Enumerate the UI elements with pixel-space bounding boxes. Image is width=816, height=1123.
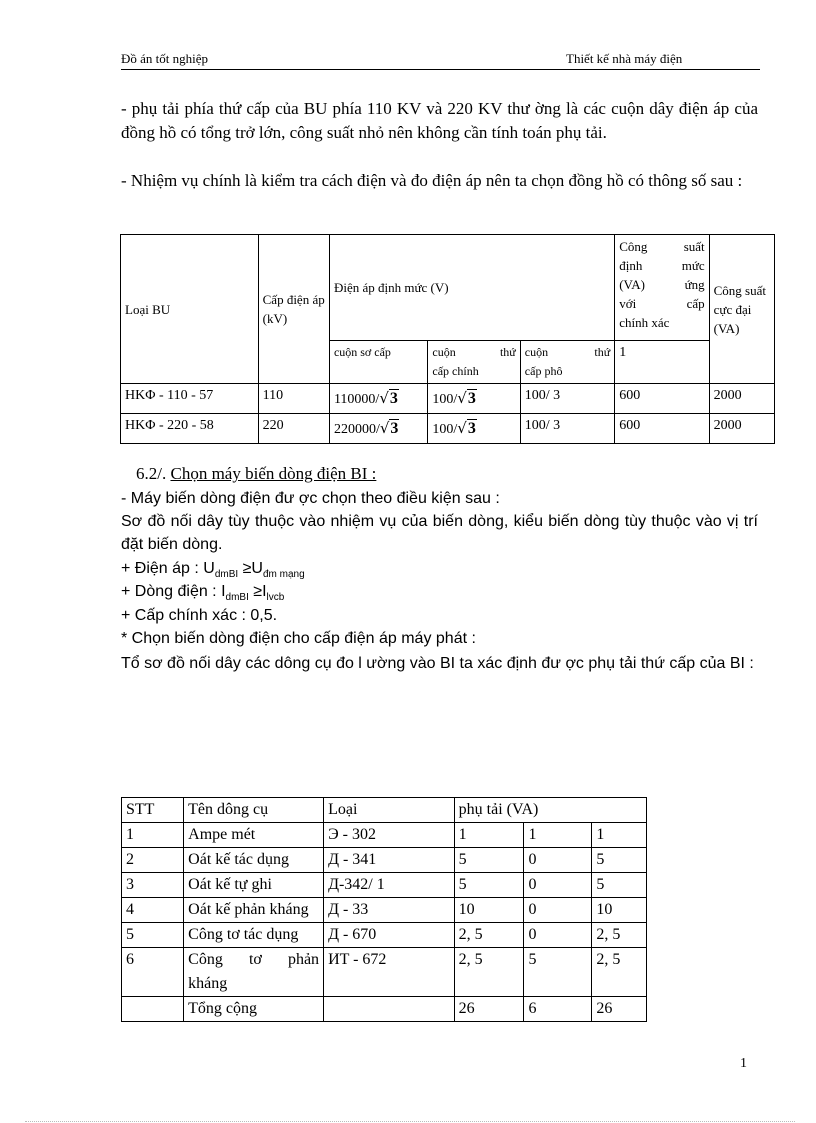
page-number: 1 <box>740 1056 747 1071</box>
cell-main-secondary <box>428 384 520 414</box>
generator-note: * Chọn biến dòng điện cho cấp điện áp máy phát : <box>121 630 476 647</box>
cell-load-c: 10 <box>592 898 647 923</box>
section-line-1: - Máy biến dòng điện đư ợc chọn theo điều kiện sau : <box>121 490 500 507</box>
rated-power-word-6: ứng <box>684 277 705 292</box>
cell-type: ИT - 672 <box>324 948 455 997</box>
table-total-row <box>122 997 647 1022</box>
cell-load-a: 5 <box>454 873 524 898</box>
header-voltage-level: Cấp điện áp (kV) <box>258 235 329 384</box>
header-aux-secondary <box>520 341 614 384</box>
sqrt-symbol: √ <box>457 418 467 437</box>
cell-load-b: 0 <box>524 873 592 898</box>
accuracy-condition: + Cấp chính xác : 0,5. <box>121 607 278 624</box>
cell-stt: 5 <box>122 923 184 948</box>
header-max-power: Công suất cực đại (VA) <box>709 235 774 384</box>
cell-load-c: 1 <box>592 823 647 848</box>
cell-stt: 1 <box>122 823 184 848</box>
main-value: 100/ <box>432 391 458 407</box>
cell-stt <box>122 997 184 1022</box>
rated-power-word-3: định <box>619 258 643 273</box>
sqrt-number: 3 <box>467 389 476 407</box>
cell-type <box>324 997 455 1022</box>
cell-main-secondary <box>428 414 520 444</box>
cell-stt: 4 <box>122 898 184 923</box>
paragraph-main-task: - Nhiệm vụ chính là kiểm tra cách điện và đo điện áp nên ta chọn đồng hồ có thông số sau : <box>121 171 743 190</box>
header-bu-type: Loại BU <box>121 235 259 384</box>
cell-name: Công tơ tác dụng <box>184 923 324 948</box>
cell-load-a: 10 <box>454 898 524 923</box>
cell-stt: 6 <box>122 948 184 997</box>
header-rated-voltage: Điện áp định mức (V) <box>329 235 614 341</box>
voltage-sub-2: đm mạng <box>262 569 305 581</box>
rated-power-word-7: với <box>619 296 637 311</box>
rated-power-word-5: (VA) <box>619 277 645 292</box>
table-row <box>122 873 647 898</box>
rated-power-word-9: chính xác <box>619 315 670 330</box>
cell-load-b: 0 <box>524 923 592 948</box>
voltage-label: + Điện áp : U <box>121 560 215 577</box>
cell-load-b: 0 <box>524 848 592 873</box>
header-type: Loại <box>324 798 455 823</box>
voltage-sub-1: dmBI <box>214 569 239 581</box>
cell-aux-secondary: 100/ 3 <box>520 384 614 414</box>
sqrt-number: 3 <box>467 419 476 437</box>
table-row <box>122 898 647 923</box>
cell-load-a: 1 <box>454 823 524 848</box>
cell-name: Oát kế tự ghi <box>184 873 324 898</box>
section-line-7: Tổ sơ đồ nối dây các dông cụ đo l ường vào BI ta xác định đư ợc phụ tải thứ cấp của BI : <box>121 655 754 672</box>
cell-rated-power: 600 <box>615 384 709 414</box>
sqrt-symbol: √ <box>379 388 389 407</box>
cell-stt: 2 <box>122 848 184 873</box>
cell-load-b: 5 <box>524 948 592 997</box>
table-row <box>122 923 647 948</box>
current-mid: ≥I <box>248 583 267 600</box>
section-title <box>136 462 773 485</box>
main-value: 100/ <box>432 421 458 437</box>
table-header-row <box>122 798 647 823</box>
rated-power-word-2: suất <box>683 239 705 254</box>
header-name: Tên dông cụ <box>184 798 324 823</box>
header-primary-coil: cuộn sơ cấp <box>329 341 427 384</box>
header-left: Đồ án tốt nghiệp <box>121 51 209 66</box>
cell-load-a: 5 <box>454 848 524 873</box>
current-label: + Dòng điện : I <box>121 583 226 600</box>
voltage-mid: ≥U <box>238 560 263 577</box>
primary-value: 110000/ <box>333 391 380 407</box>
cell-type: Д - 341 <box>324 848 455 873</box>
sqrt-symbol: √ <box>379 418 390 437</box>
paragraph-secondary-load: - phụ tải phía thứ cấp của BU phía 110 KV và 220 KV thư ờng là các cuộn dây điện áp của đồng hồ có tổng trở lớn, công suất nhỏ nên không cần tính toán phụ tải. <box>121 99 758 142</box>
rated-power-word-8: cấp <box>686 296 705 311</box>
section-line-2: Sơ đồ nối dây tùy thuộc vào nhiệm vụ của biến dòng, kiểu biến dòng tùy thuộc vào vị trí đặt biến dòng. <box>121 513 758 553</box>
cell-total-b: 6 <box>524 997 592 1022</box>
cell-primary <box>329 414 427 444</box>
cell-load-a: 2, 5 <box>454 923 524 948</box>
name-word-4: kháng <box>188 975 228 992</box>
header-load: phụ tải (VA) <box>454 798 646 823</box>
table-row <box>122 848 647 873</box>
table-row <box>121 414 775 444</box>
cell-aux-secondary: 100/ 3 <box>520 414 614 444</box>
cell-load-c: 5 <box>592 873 647 898</box>
cell-total-c: 26 <box>592 997 647 1022</box>
cell-level: 220 <box>258 414 329 444</box>
current-sub-2: lvcb <box>266 592 285 604</box>
cell-rated-power: 600 <box>615 414 709 444</box>
cell-load-c: 5 <box>592 848 647 873</box>
aux-secondary-word-3: cấp phô <box>524 364 563 378</box>
aux-secondary-word-2: thứ <box>594 345 611 359</box>
cell-type: HKΦ - 110 - 57 <box>121 384 259 414</box>
bu-table <box>120 234 775 444</box>
name-word-2: tơ <box>248 951 262 968</box>
main-secondary-word-1: cuộn <box>432 345 456 359</box>
cell-load-b: 0 <box>524 898 592 923</box>
accuracy-class: 1 <box>615 341 709 384</box>
header-main-secondary <box>428 341 520 384</box>
cell-type: Э - 302 <box>324 823 455 848</box>
cell-type: Д - 670 <box>324 923 455 948</box>
rated-power-word-1: Công <box>619 239 648 254</box>
section-heading: Chọn máy biến dòng điện BI : <box>170 464 377 483</box>
table-row <box>122 948 647 997</box>
current-sub-1: dmBI <box>225 592 249 604</box>
cell-type: Д-342/ 1 <box>324 873 455 898</box>
section-number: 6.2/. <box>136 464 171 483</box>
cell-level: 110 <box>258 384 329 414</box>
table-row <box>122 823 647 848</box>
cell-load-c: 2, 5 <box>592 923 647 948</box>
rated-power-word-4: mức <box>681 258 705 273</box>
page-bottom-divider <box>25 1121 795 1122</box>
header-stt: STT <box>122 798 184 823</box>
primary-value: 220000/ <box>333 421 380 437</box>
main-secondary-word-2: thứ <box>499 345 516 359</box>
cell-primary <box>329 384 427 414</box>
header-right: Thiết kế nhà máy điện <box>566 51 683 66</box>
instrument-table <box>121 797 647 1022</box>
name-word-3: phản <box>287 951 320 968</box>
cell-load-a: 2, 5 <box>454 948 524 997</box>
cell-total-a: 26 <box>454 997 524 1022</box>
cell-name <box>184 948 324 997</box>
name-word-1: Công <box>188 951 223 968</box>
page-header <box>121 50 760 70</box>
cell-load-b: 1 <box>524 823 592 848</box>
header-rated-power <box>615 235 709 341</box>
sqrt-number: 3 <box>389 389 398 407</box>
cell-type: HKΦ - 220 - 58 <box>121 414 259 444</box>
cell-load-c: 2, 5 <box>592 948 647 997</box>
cell-name: Oát kế phản kháng <box>184 898 324 923</box>
cell-max-power: 2000 <box>709 384 774 414</box>
main-secondary-word-3: cấp chính <box>432 364 479 378</box>
cell-name: Ampe mét <box>184 823 324 848</box>
cell-total-label: Tổng cộng <box>184 997 324 1022</box>
cell-type: Д - 33 <box>324 898 455 923</box>
sqrt-number: 3 <box>390 419 399 437</box>
cell-max-power: 2000 <box>709 414 774 444</box>
cell-name: Oát kế tác dụng <box>184 848 324 873</box>
aux-secondary-word-1: cuộn <box>524 345 549 359</box>
table-row <box>121 384 775 414</box>
cell-stt: 3 <box>122 873 184 898</box>
sqrt-symbol: √ <box>457 388 467 407</box>
